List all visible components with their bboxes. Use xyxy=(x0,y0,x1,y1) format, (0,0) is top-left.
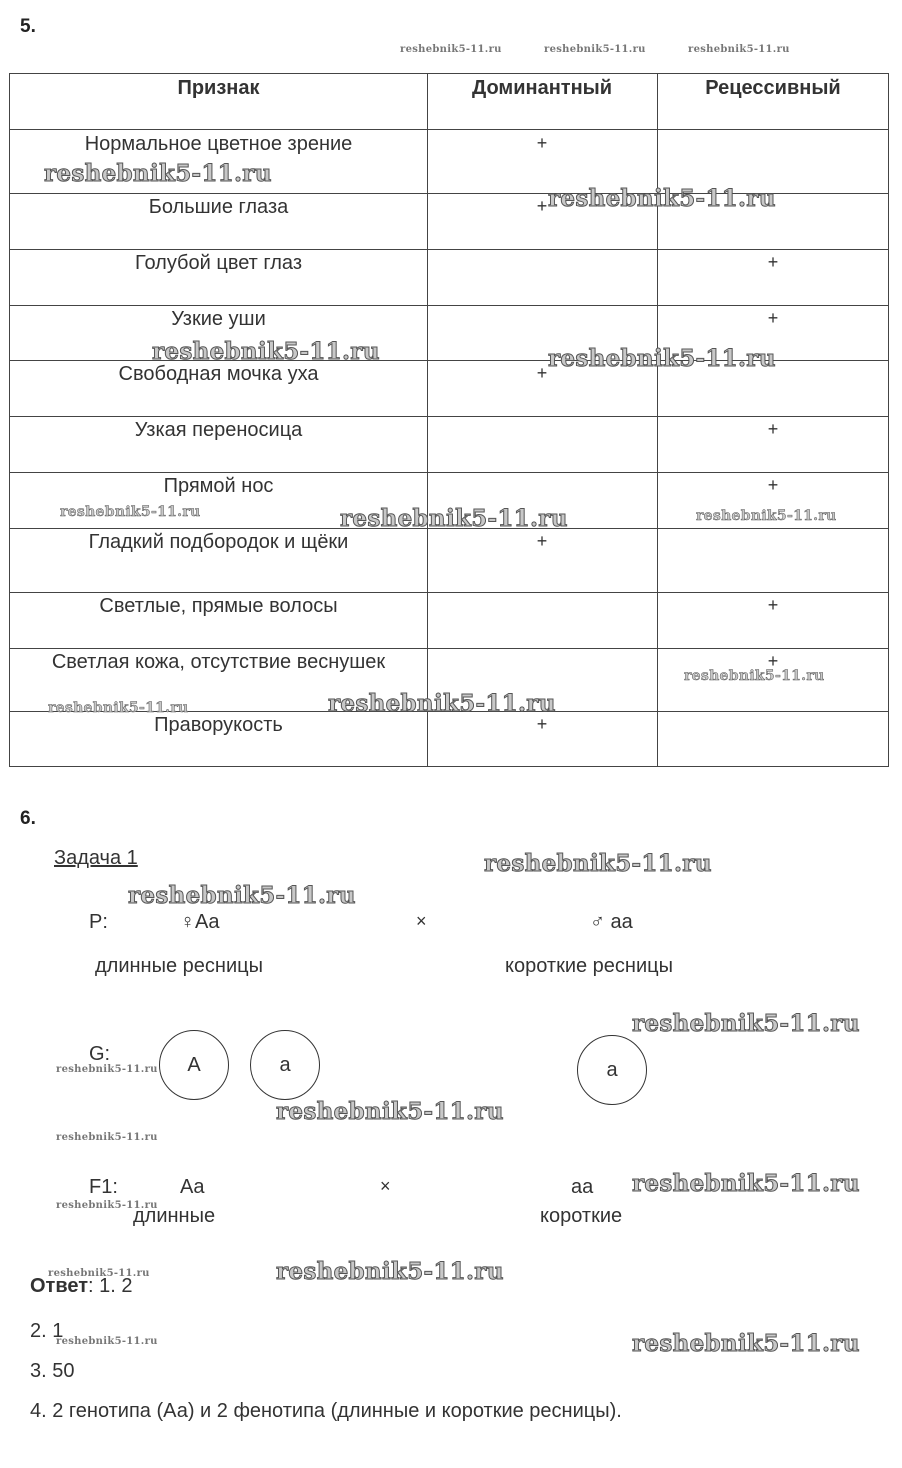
watermark: reshebnik5-11.ru xyxy=(44,160,272,187)
answer-item: 3. 50 xyxy=(30,1360,75,1382)
recessive-mark: + xyxy=(767,308,779,328)
dominant-mark: + xyxy=(536,714,548,734)
male-genotype: ♂ aa xyxy=(590,911,633,933)
header-trait: Признак xyxy=(177,77,260,99)
g-label: G: xyxy=(89,1043,111,1065)
f1-cross-sign: × xyxy=(380,1176,391,1196)
recessive-mark: + xyxy=(767,419,779,439)
trait-cell: Нормальное цветное зрение xyxy=(84,133,353,155)
watermark: reshebnik5-11.ru xyxy=(632,1010,860,1037)
dominant-mark: + xyxy=(536,133,548,153)
watermark: reshebnik5-11.ru xyxy=(152,338,380,365)
recessive-mark: + xyxy=(767,475,779,495)
watermark: reshebnik5-11.ru xyxy=(56,1064,158,1075)
trait-cell: Голубой цвет глаз xyxy=(134,252,302,274)
trait-cell: Свободная мочка уха xyxy=(118,363,319,385)
row-divider xyxy=(10,129,888,130)
f1-right-phenotype: короткие xyxy=(540,1205,623,1227)
watermark: reshebnik5-11.ru xyxy=(684,668,825,684)
watermark: reshebnik5-11.ru xyxy=(688,44,790,55)
female-genotype: ♀Aa xyxy=(180,911,220,933)
answer-item: 2. 1 xyxy=(30,1320,64,1342)
recessive-mark: + xyxy=(767,651,779,671)
watermark: reshebnik5-11.ru xyxy=(128,882,356,909)
header-dominant: Доминантный xyxy=(471,77,613,99)
f1-left-phenotype: длинные xyxy=(133,1205,216,1227)
male-phenotype: короткие ресницы xyxy=(505,955,673,977)
gamete-circle xyxy=(159,1030,229,1100)
watermark: reshebnik5-11.ru xyxy=(56,1132,158,1143)
column-divider xyxy=(657,74,658,766)
watermark: reshebnik5-11.ru xyxy=(544,44,646,55)
gamete-label: a xyxy=(606,1058,618,1081)
watermark: reshebnik5-11.ru xyxy=(56,1200,158,1211)
watermark: reshebnik5-11.ru xyxy=(56,1336,158,1347)
answer-item: 4. 2 генотипа (Аа) и 2 фенотипа (длинные и короткие ресницы). xyxy=(30,1400,622,1422)
row-divider xyxy=(10,305,888,306)
watermark: reshebnik5-11.ru xyxy=(340,505,568,532)
f1-right-genotype: aa xyxy=(571,1176,594,1198)
watermark: reshebnik5-11.ru xyxy=(548,185,776,212)
dominant-mark: + xyxy=(536,363,548,383)
task-title: Задача 1 xyxy=(54,847,138,869)
trait-cell: Прямой нос xyxy=(163,475,274,497)
dominant-mark: + xyxy=(536,196,548,216)
header-recessive: Рецессивный xyxy=(705,77,841,99)
watermark: reshebnik5-11.ru xyxy=(60,504,201,520)
watermark: reshebnik5-11.ru xyxy=(328,690,556,717)
recessive-mark: + xyxy=(767,595,779,615)
f1-left-genotype: Aa xyxy=(180,1176,205,1198)
gamete-circle xyxy=(250,1030,320,1100)
row-divider xyxy=(10,249,888,250)
answer-item: : 1. 2 xyxy=(88,1275,133,1297)
gamete-label: a xyxy=(279,1053,291,1076)
section-number-5: 5. xyxy=(20,16,36,37)
row-divider xyxy=(10,592,888,593)
row-divider xyxy=(10,472,888,473)
watermark: reshebnik5-11.ru xyxy=(484,850,712,877)
watermark: reshebnik5-11.ru xyxy=(632,1170,860,1197)
watermark: reshebnik5-11.ru xyxy=(696,508,837,524)
gamete-circle xyxy=(577,1035,647,1105)
row-divider xyxy=(10,416,888,417)
watermark: reshebnik5-11.ru xyxy=(276,1098,504,1125)
trait-cell: Узкие уши xyxy=(171,308,266,330)
trait-cell: Гладкий подбородок и щёки xyxy=(88,531,349,553)
watermark: reshebnik5-11.ru xyxy=(48,700,189,716)
trait-cell: Узкая переносица xyxy=(134,419,303,441)
female-phenotype: длинные ресницы xyxy=(95,955,263,977)
watermark: reshebnik5-11.ru xyxy=(632,1330,860,1357)
trait-cell: Светлые, прямые волосы xyxy=(99,595,338,617)
watermark: reshebnik5-11.ru xyxy=(400,44,502,55)
p-label: P: xyxy=(89,911,108,933)
column-divider xyxy=(427,74,428,766)
section-number-6: 6. xyxy=(20,808,36,829)
answer-label: Ответ xyxy=(30,1275,89,1297)
gamete-label: A xyxy=(187,1053,201,1076)
row-divider xyxy=(10,648,888,649)
trait-cell: Праворукость xyxy=(154,714,283,736)
f1-label: F1: xyxy=(89,1176,118,1198)
trait-cell: Большие глаза xyxy=(148,196,289,218)
watermark: reshebnik5-11.ru xyxy=(48,1268,150,1279)
watermark: reshebnik5-11.ru xyxy=(548,345,776,372)
watermark: reshebnik5-11.ru xyxy=(276,1258,504,1285)
trait-cell: Светлая кожа, отсутствие веснушек xyxy=(51,651,386,673)
dominant-mark: + xyxy=(536,531,548,551)
recessive-mark: + xyxy=(767,252,779,272)
cross-sign: × xyxy=(416,911,427,931)
answer-first-line xyxy=(30,1275,133,1298)
